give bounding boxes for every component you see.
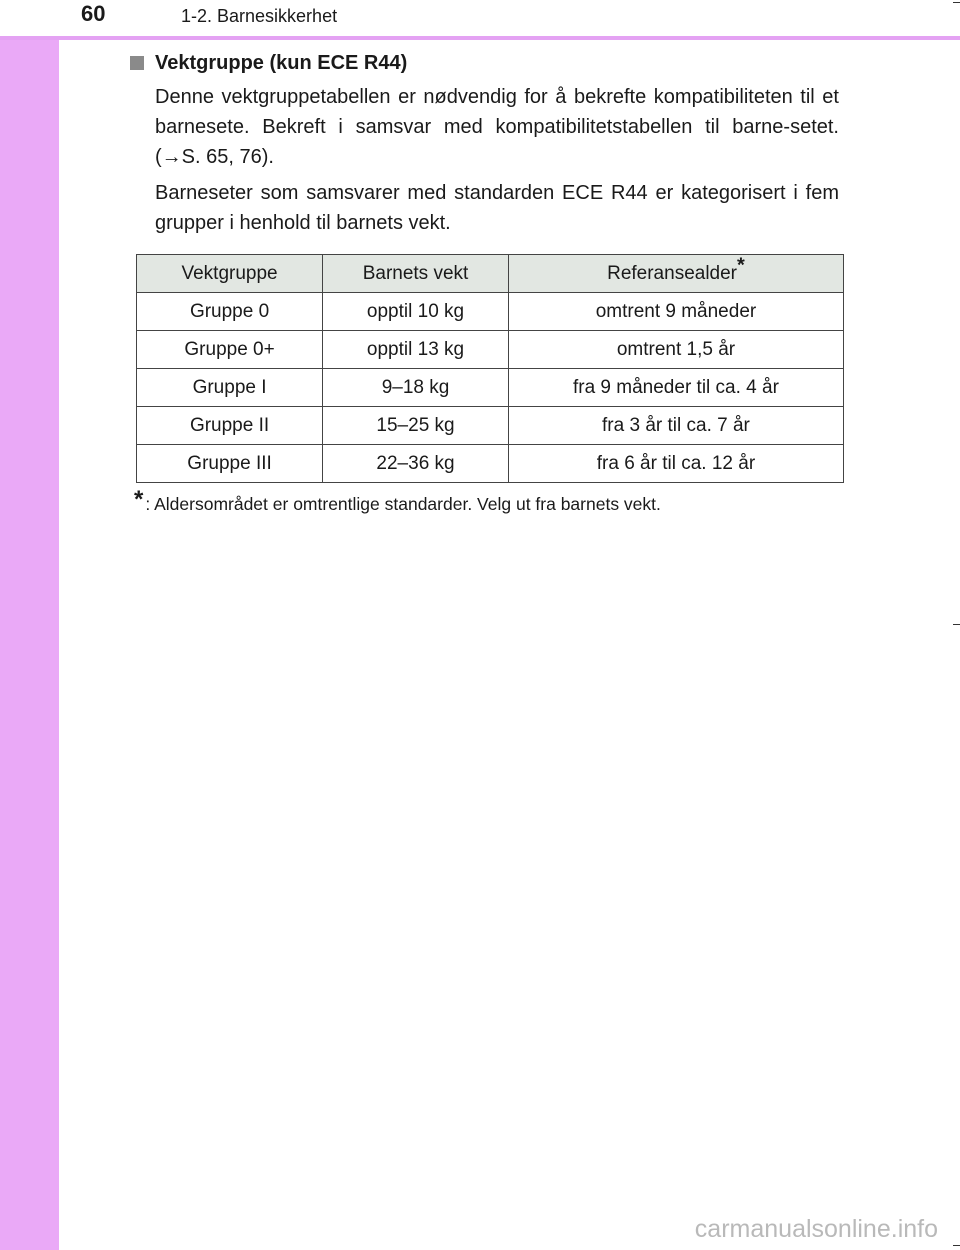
crop-mark [953, 1245, 960, 1246]
table-cell: fra 3 år til ca. 7 år [508, 407, 843, 445]
square-bullet-icon [130, 56, 144, 70]
table-cell: Gruppe I [137, 369, 323, 407]
table-cell: fra 9 måneder til ca. 4 år [508, 369, 843, 407]
table-cell: omtrent 9 måneder [508, 293, 843, 331]
table-row [137, 407, 844, 445]
paragraph-2: Barneseter som samsvarer med standarden ECE R44 er kategorisert i fem grupper i henhold til barnets vekt. [155, 182, 839, 234]
header-rule [0, 36, 960, 40]
footnote-marker: * [134, 486, 144, 513]
column-header-text: Referansealder [607, 262, 738, 284]
crop-mark [953, 2, 960, 3]
paragraph-1: Denne vektgruppetabellen er nødvendig for å bekrefte kompatibiliteten til et barnesete. Bekreft i samsvar med kompatibilitetstabellen til barne-setet. (→S. 65, 76). [155, 86, 839, 168]
page-header [0, 0, 960, 36]
section-content [130, 48, 850, 238]
table-cell: 15–25 kg [323, 407, 509, 445]
column-header-age [508, 255, 843, 293]
section-heading-text: Vektgruppe (kun ECE R44) [155, 52, 408, 74]
table-row [137, 445, 844, 483]
table-row [137, 331, 844, 369]
table-cell: opptil 13 kg [323, 331, 509, 369]
footnote [134, 488, 661, 516]
table-header-row [137, 255, 844, 293]
weight-group-table [136, 254, 844, 483]
chapter-title: 1-2. Barnesikkerhet [181, 6, 338, 26]
table-cell: Gruppe 0+ [137, 331, 323, 369]
table-cell: Gruppe 0 [137, 293, 323, 331]
table-cell: 9–18 kg [323, 369, 509, 407]
footnote-text: : Aldersområdet er omtrentlige standarder. Velg ut fra barnets vekt. [145, 494, 661, 514]
footnote-marker: * [737, 254, 745, 277]
table-cell: omtrent 1,5 år [508, 331, 843, 369]
column-header: Vektgruppe [137, 255, 323, 293]
page-number: 60 [81, 1, 106, 26]
watermark: carmanualsonline.info [694, 1215, 938, 1243]
table-row [137, 293, 844, 331]
section-heading [130, 48, 850, 78]
page-sidebar-band [0, 0, 59, 1250]
table-cell: 22–36 kg [323, 445, 509, 483]
table-cell: Gruppe III [137, 445, 323, 483]
column-header: Barnets vekt [323, 255, 509, 293]
table-row [137, 369, 844, 407]
table-cell: fra 6 år til ca. 12 år [508, 445, 843, 483]
crop-mark [953, 624, 960, 625]
table-cell: opptil 10 kg [323, 293, 509, 331]
table-cell: Gruppe II [137, 407, 323, 445]
